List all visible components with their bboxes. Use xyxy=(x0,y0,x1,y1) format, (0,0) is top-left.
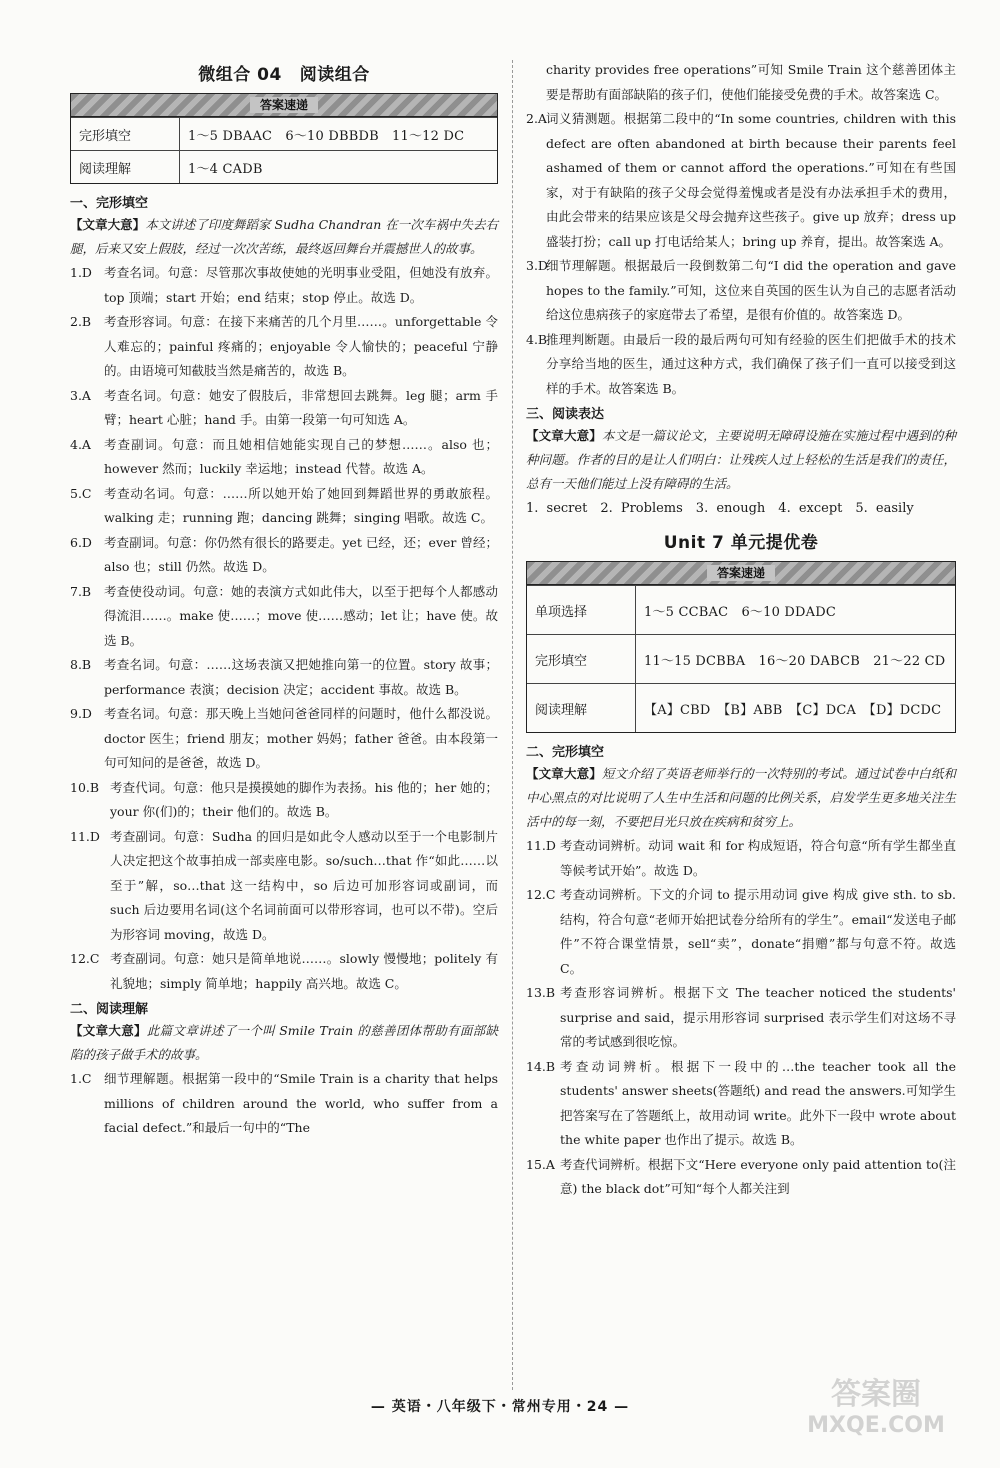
answer-row xyxy=(71,117,497,150)
item-number: 7.B xyxy=(70,583,92,599)
answer-explanation xyxy=(70,653,498,702)
watermark-top: 答案圈 xyxy=(831,1377,921,1412)
item-text: 考查形容词辨析。根据下文 The teacher noticed the students' surprise and said，提示用形容词 surprised 表示学生们对这场不寻常的考试感到很吃惊。 xyxy=(560,985,956,1049)
item-number: 10.B xyxy=(70,779,100,795)
left-column xyxy=(70,58,498,1141)
item-number: 13.B xyxy=(526,985,556,1000)
item-text: 考查副词。句意：她只是简单地说……。slowly 慢慢地；politely 有礼貌地；simply 简单地；happily 高兴地。故选 C。 xyxy=(110,951,498,991)
watermark-logo xyxy=(786,1370,966,1440)
item-text: 细节理解题。根据最后一段倒数第二句“I did the operation and gave hopes to the family.”可知，这位来自英国的医生认为自己的志愿者活动给这位患病孩子的家庭带去了希望，是很有价值的。故答案选 D。 xyxy=(546,258,956,322)
heading-title: 阅读组合 xyxy=(299,65,370,85)
item-text: 考查代词辨析。根据下文“Here everyone only paid attention to(注意) the black dot”可知“每个人都关注到 xyxy=(560,1156,956,1196)
answer-label: 完形填空 xyxy=(71,118,180,150)
item-text: 词义猜测题。根据第二段中的“In some countries, children with this defect are often abandoned at birth because their parents feel ashamed of them or cannot afford the operations.”可知在有些国家，对于有缺陷的孩子父母会觉得羞愧或者是没有办法承担手术的费用，由此会带来的结果应该是父母会抛弃这些孩子。give up 放弃；dress up 盛装打扮；call up 打电话给某人；bring up 养育，提出。故答案选 A。 xyxy=(546,111,956,249)
answer-explanation xyxy=(526,981,956,1055)
answer-explanation xyxy=(526,107,956,254)
page-footer: — 英语・八年级下・常州专用・24 — xyxy=(370,1399,630,1415)
answer-explanation xyxy=(70,531,498,580)
section-title: 一、完形填空 xyxy=(70,196,149,211)
answer-explanation xyxy=(70,261,498,310)
article-summary xyxy=(70,213,498,261)
item-text: 考查动词辨析。根据下一段中的…the teacher took all the students' answer sheets(答题纸) and read the answers.可知学生把答案写在了答题纸上，故用动词 write。此外下一段中 wrote about the white paper 也作出了提示。故选 B。 xyxy=(560,1058,956,1147)
answer-row xyxy=(527,683,955,732)
summary-text: 本文讲述了印度舞蹈家 Sudha Chandran 在一次车祸中失去右腿，后来又安上假肢，经过一次次苦练，最终返回舞台并震撼世人的故事。 xyxy=(70,217,498,256)
item-number: 3.A xyxy=(70,387,91,403)
answer-table-title: 答案速递 xyxy=(527,562,955,585)
item-text: 考查动名词。句意：……所以她开始了她回到舞蹈世界的勇敢旅程。walking 走；running 跑；dancing 跳舞；singing 唱歌。故选 C。 xyxy=(104,485,498,525)
answer-table xyxy=(526,561,956,733)
item-text: 考查动词辨析。下文的介词 to 提示用动词 give 构成 give sth. to sb.结构，符合句意“老师开始把试卷分给所有的学生”。email“发送电子邮件”不符合课堂情景，sell“卖”，donate“捐赠”都与句意不符。故选 C。 xyxy=(560,887,956,976)
right-column xyxy=(526,58,956,1202)
item-number: 2.B xyxy=(70,314,92,329)
item-number: 1.D xyxy=(70,265,92,280)
summary-tag: 【文章大意】 xyxy=(70,217,146,232)
item-text: 考查名词。句意：……这场表演又把她推向第一的位置。story 故事；performance 表演；decision 决定；accident 事故。故选 B。 xyxy=(104,657,498,697)
answer-value: 1～5 CCBAC 6～10 DDADC xyxy=(644,604,837,620)
item-text: 细节理解题。根据第一段中的“Smile Train is a charity that helps millions of children around the world, who suffer from a facial defect.”和最后一句中的“The xyxy=(104,1071,498,1135)
answer-explanation xyxy=(526,1055,956,1153)
answer-value: 1～4 CADB xyxy=(188,161,263,177)
item-number: 2.A xyxy=(526,111,547,126)
item-number: 8.B xyxy=(70,657,92,672)
answer-explanation xyxy=(70,776,498,825)
answer-label: 阅读理解 xyxy=(71,151,180,183)
item-number: 12.C xyxy=(70,951,100,966)
item-text: 考查使役动词。句意：她的表演方式如此伟大，以至于把每个人都感动得流泪……。make 使……；move 使……感动；let 让；have 使。故选 B。 xyxy=(104,583,498,648)
answer-explanation xyxy=(526,254,956,328)
item-text: 考查名词。句意：尽管那次事故使她的光明事业受阻，但她没有放弃。top 顶端；start 开始；end 结束；stop 停止。故选 D。 xyxy=(104,265,498,305)
answer-explanation xyxy=(70,433,498,482)
item-number: 12.C xyxy=(526,887,556,902)
answer-explanation xyxy=(70,825,498,948)
watermark-bottom: MXQE.COM xyxy=(807,1413,945,1438)
item-number: 9.D xyxy=(70,706,92,721)
answer-explanation xyxy=(70,384,498,433)
summary-text: 此篇文章讲述了一个叫 Smile Train 的慈善团体帮助有面部缺陷的孩子做手术的故事。 xyxy=(70,1023,498,1062)
answer-label: 完形填空 xyxy=(527,635,636,683)
item-number: 11.D xyxy=(70,828,100,844)
item-number: 4.B xyxy=(526,331,548,347)
summary-tag: 【文章大意】 xyxy=(70,1023,147,1038)
answer-explanation xyxy=(70,482,498,531)
heading-code: 微组合 04 xyxy=(198,65,282,85)
section-title: 三、阅读表达 xyxy=(526,407,605,422)
article-summary xyxy=(526,762,956,834)
answer-table xyxy=(70,93,498,184)
item-number: 15.A xyxy=(526,1156,555,1172)
answer-explanation xyxy=(70,580,498,654)
item-number: 3.D xyxy=(526,258,548,273)
column-divider xyxy=(512,60,513,1390)
item-number: 6.D xyxy=(70,534,92,550)
expression-answers: 1. secret 2. Problems 3. enough 4. except 5. easily xyxy=(526,501,914,516)
answer-explanation xyxy=(526,328,956,402)
answer-row xyxy=(527,585,955,634)
answer-explanation xyxy=(70,1067,498,1141)
article-summary xyxy=(70,1019,498,1067)
item-text: 考查动词辨析。动词 wait 和 for 构成短语，符合句意“所有学生都坐直等候考试开始”。故选 D。 xyxy=(560,838,956,878)
summary-text: 短文介绍了英语老师举行的一次特别的考试。通过试卷中白纸和中心黑点的对比说明了人生中生活和问题的比例关系，启发学生更多地关注生活中的每一刻，不要把目光只放在疾病和贫穷上。 xyxy=(526,766,956,829)
summary-tag: 【文章大意】 xyxy=(526,766,602,781)
item-number: 14.B xyxy=(526,1058,556,1074)
item-number: 5.C xyxy=(70,485,92,501)
item-text: 推理判断题。由最后一段的最后两句可知有经验的医生们把做手术的技术分享给当地的医生，通过这种方式，我们确保了孩子们一直可以接受到这样的手术。故答案选 B。 xyxy=(546,331,956,396)
answer-explanation xyxy=(526,834,956,883)
summary-tag: 【文章大意】 xyxy=(526,428,602,443)
answer-value: 【A】CBD 【B】ABB 【C】DCA 【D】DCDC xyxy=(644,702,942,718)
answer-explanation xyxy=(70,310,498,384)
article-summary xyxy=(526,424,956,496)
section-title: 二、阅读理解 xyxy=(70,1002,149,1017)
item-text: 考查副词。句意：你仍然有很长的路要走。yet 已经，还；ever 曾经；also 也；still 仍然。故选 D。 xyxy=(104,534,498,574)
answer-row xyxy=(527,634,955,683)
continued-text: charity provides free operations”可知 Smile Train 这个慈善团体主要是帮助有面部缺陷的孩子们，使他们能接受免费的手术。故答案选 C。 xyxy=(546,62,956,102)
answer-row xyxy=(71,150,497,183)
section-title: 二、完形填空 xyxy=(526,745,605,760)
answer-label: 单项选择 xyxy=(527,586,636,634)
answer-value: 11～15 DCBBA 16～20 DABCB 21～22 CD xyxy=(644,653,946,669)
section-heading xyxy=(70,60,498,85)
answer-explanation xyxy=(526,883,956,981)
item-text: 考查副词。句意：Sudha 的回归是如此令人感动以至于一个电影制片人决定把这个故事拍成一部卖座电影。so/such…that 作“如此……以至于”解，so…that 这一结构中，so 后边可加形容词或副词，而 such 后边要用名词(这个名词前面可以带形容词，也可以不带)。空后为形容词 moving，故选 D。 xyxy=(110,828,498,942)
answer-value: 1～5 DBAAC 6～10 DBBDB 11～12 DC xyxy=(188,128,465,144)
unit-heading: Unit 7 单元提优卷 xyxy=(663,533,819,553)
item-text: 考查形容词。句意：在接下来痛苦的几个月里……。unforgettable 令人难忘的；painful 疼痛的；enjoyable 令人愉快的；peaceful 宁静的。由语境可知截肢当然是痛苦的，故选 B。 xyxy=(104,314,498,378)
summary-text: 本文是一篇议论文，主要说明无障碍设施在实施过程中遇到的种种问题。作者的目的是让人们明白：让残疾人过上轻松的生活是我们的责任，总有一天他们能过上没有障碍的生活。 xyxy=(526,428,956,491)
item-text: 考查代词。句意：他只是摸摸她的脚作为表扬。his 他的；her 她的；your 你(们)的；their 他们的。故选 B。 xyxy=(110,779,498,819)
answer-explanation xyxy=(70,702,498,776)
item-text: 考查副词。句意：而且她相信她能实现自己的梦想……。also 也；however 然而；luckily 幸运地；instead 代替。故选 A。 xyxy=(104,436,498,476)
item-number: 11.D xyxy=(526,838,556,853)
item-number: 4.A xyxy=(70,436,91,452)
item-number: 1.C xyxy=(70,1071,92,1086)
answer-explanation xyxy=(70,947,498,996)
item-text: 考查名词。句意：她安了假肢后，非常想回去跳舞。leg 腿；arm 手臂；heart 心脏；hand 手。由第一段第一句可知选 A。 xyxy=(104,387,498,427)
answer-label: 阅读理解 xyxy=(527,684,636,732)
item-text: 考查名词。句意：那天晚上当她问爸爸同样的问题时，他什么都没说。doctor 医生；friend 朋友；mother 妈妈；father 爸爸。由本段第一句可知问的是爸爸，故选 D。 xyxy=(104,706,498,770)
answer-table-title: 答案速递 xyxy=(71,94,497,117)
answer-explanation xyxy=(526,1153,956,1202)
